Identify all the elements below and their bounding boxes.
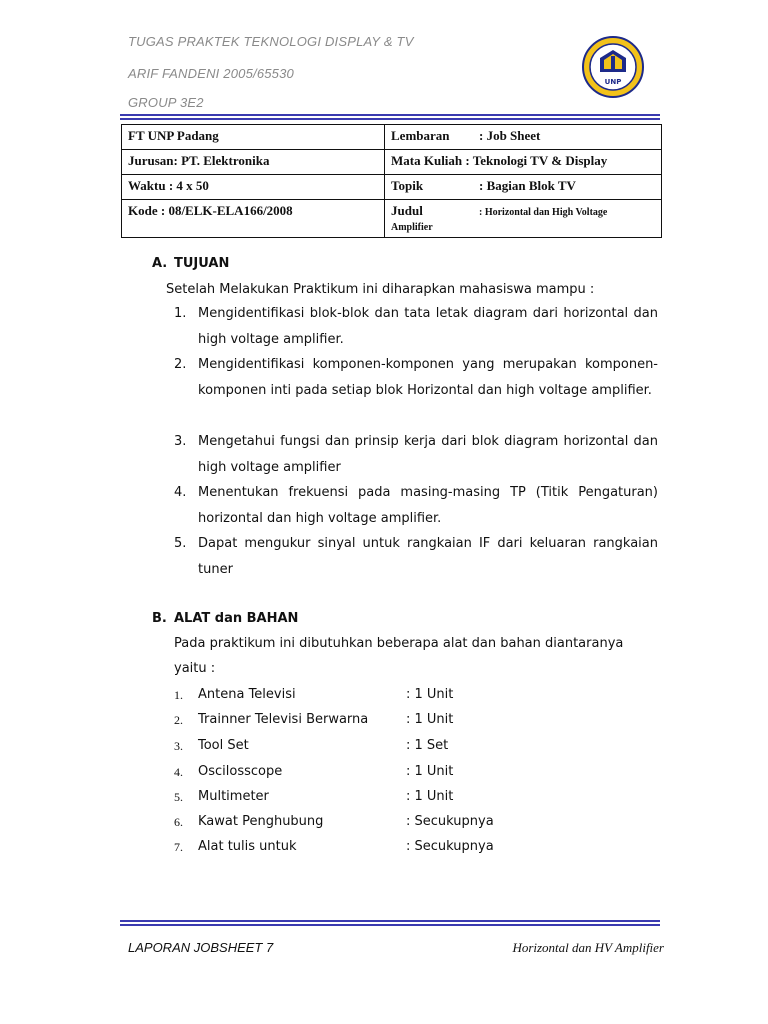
cell-sheet bbox=[385, 125, 662, 150]
item-number: 2. bbox=[174, 357, 187, 372]
cell-label: Judul bbox=[391, 203, 423, 218]
section-a-intro: Setelah Melakukan Praktikum ini diharapkan mahasiswa mampu : bbox=[166, 282, 595, 297]
logo-text: UNP bbox=[604, 78, 622, 86]
table-row bbox=[122, 125, 662, 150]
footer-rule-top bbox=[120, 920, 660, 922]
item-text: Mengetahui fungsi dan prinsip kerja dari blok diagram horizontal dan high voltage amplifier bbox=[198, 434, 658, 475]
tool-qty: : 1 Unit bbox=[406, 764, 454, 779]
table-row bbox=[122, 150, 662, 175]
cell-value-cont: Amplifier bbox=[391, 222, 433, 233]
section-b-title bbox=[152, 611, 298, 626]
tool-qty: : Secukupnya bbox=[406, 839, 494, 854]
item-number: 5. bbox=[174, 536, 187, 551]
list-item bbox=[174, 352, 658, 403]
tool-row bbox=[174, 738, 654, 758]
tool-qty: : 1 Unit bbox=[406, 687, 454, 702]
item-number: 3. bbox=[174, 434, 187, 449]
tool-number: 5. bbox=[174, 790, 183, 804]
section-label: TUJUAN bbox=[174, 256, 230, 271]
tool-number: 3. bbox=[174, 739, 183, 753]
footer-right: Horizontal dan HV Amplifier bbox=[512, 940, 664, 955]
tool-qty: : 1 Unit bbox=[406, 789, 454, 804]
header-rule-top bbox=[120, 114, 660, 116]
tool-qty: : 1 Set bbox=[406, 738, 449, 753]
tool-name: Kawat Penghubung bbox=[198, 814, 324, 829]
section-label: ALAT dan BAHAN bbox=[174, 611, 299, 626]
tool-row bbox=[174, 789, 654, 809]
cell-value: : Horizontal dan High Voltage bbox=[479, 207, 608, 218]
cell-value: : Bagian Blok TV bbox=[479, 178, 576, 193]
header-author: ARIF FANDENI 2005/65530 bbox=[128, 66, 294, 81]
cell-time: Waktu : 4 x 50 bbox=[122, 175, 385, 200]
tool-name: Oscilosscope bbox=[198, 764, 283, 779]
cell-label: Topik bbox=[391, 178, 424, 193]
tool-qty: : Secukupnya bbox=[406, 814, 494, 829]
tool-name: Multimeter bbox=[198, 789, 269, 804]
tool-number: 1. bbox=[174, 688, 183, 702]
tool-number: 4. bbox=[174, 765, 183, 779]
info-table bbox=[121, 124, 662, 238]
cell-department: Jurusan: PT. Elektronika bbox=[122, 150, 385, 175]
item-number: 1. bbox=[174, 306, 187, 321]
section-number: B. bbox=[152, 611, 167, 626]
tool-row bbox=[174, 712, 654, 732]
tool-row bbox=[174, 814, 654, 834]
header-rule-bottom bbox=[120, 118, 660, 120]
cell-value: : Job Sheet bbox=[479, 128, 541, 143]
section-b-intro-line1: Pada praktikum ini dibutuhkan beberapa alat dan bahan diantaranya bbox=[174, 636, 624, 651]
tool-row bbox=[174, 687, 654, 707]
university-logo bbox=[582, 36, 644, 98]
table-row bbox=[122, 200, 662, 238]
list-item bbox=[174, 480, 658, 531]
table-row bbox=[122, 175, 662, 200]
tool-name: Alat tulis untuk bbox=[198, 839, 297, 854]
tool-name: Tool Set bbox=[198, 738, 249, 753]
item-text: Mengidentifikasi blok-blok dan tata letak diagram dari horizontal dan high voltage amplifier. bbox=[198, 306, 658, 347]
tool-number: 7. bbox=[174, 840, 183, 854]
item-text: Dapat mengukur sinyal untuk rangkaian IF dari keluaran rangkaian tuner bbox=[198, 536, 658, 577]
cell-title bbox=[385, 200, 662, 238]
tool-name: Antena Televisi bbox=[198, 687, 296, 702]
header-course: TUGAS PRAKTEK TEKNOLOGI DISPLAY & TV bbox=[128, 34, 414, 49]
cell-code: Kode : 08/ELK-ELA166/2008 bbox=[122, 200, 385, 238]
list-item bbox=[174, 301, 658, 352]
header-group: GROUP 3E2 bbox=[128, 95, 204, 110]
item-text: Mengidentifikasi komponen-komponen yang merupakan komponen-komponen inti pada setiap blok Horizontal dan high voltage amplifier. bbox=[198, 357, 658, 398]
tool-row bbox=[174, 764, 654, 784]
tool-qty: : 1 Unit bbox=[406, 712, 454, 727]
section-a-title bbox=[152, 256, 229, 271]
section-b-intro-line2: yaitu : bbox=[174, 661, 216, 676]
cell-institution: FT UNP Padang bbox=[122, 125, 385, 150]
tool-name: Trainner Televisi Berwarna bbox=[198, 712, 369, 727]
item-number: 4. bbox=[174, 485, 187, 500]
footer-left: LAPORAN JOBSHEET 7 bbox=[128, 940, 274, 955]
tool-row bbox=[174, 839, 654, 859]
cell-course: Mata Kuliah : Teknologi TV & Display bbox=[385, 150, 662, 175]
item-text: Menentukan frekuensi pada masing-masing TP (Titik Pengaturan) horizontal dan high voltage amplifier. bbox=[198, 485, 658, 526]
list-item bbox=[174, 429, 658, 480]
tool-number: 2. bbox=[174, 713, 183, 727]
cell-topic bbox=[385, 175, 662, 200]
section-number: A. bbox=[152, 256, 168, 271]
list-item bbox=[174, 531, 658, 582]
cell-label: Lembaran bbox=[391, 128, 450, 143]
footer-rule-bottom bbox=[120, 924, 660, 926]
tool-number: 6. bbox=[174, 815, 183, 829]
